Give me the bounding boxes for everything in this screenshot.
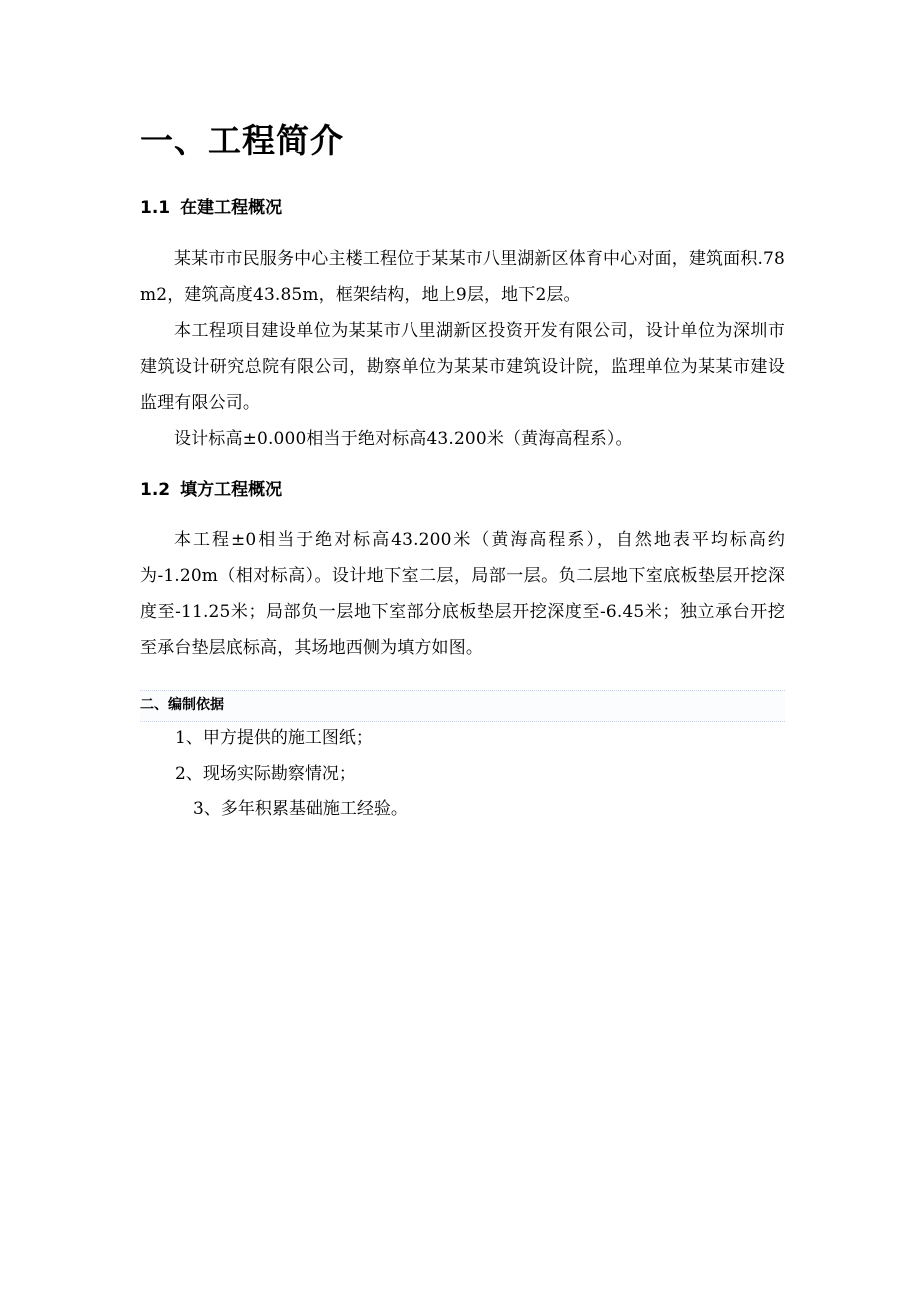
section-number: 1.2 [140, 480, 171, 500]
section-heading-1-1 [140, 194, 282, 222]
section-title: 在建工程概况 [180, 198, 283, 218]
list-item: 1、甲方提供的施工图纸； [175, 728, 373, 748]
section-heading-1-2 [140, 476, 282, 504]
paragraph-fill-overview: 本工程±0相当于绝对标高43.200米（黄海高程系），自然地表平均标高约为-1.20m（相对标高）。设计地下室二层，局部一层。负二层地下室底板垫层开挖深度至-11.25米；局部负一层地下室部分底板垫层开挖深度至-6.45米；独立承台开挖至承台垫层底标高，其场地西侧为填方如图。 [140, 530, 785, 658]
chapter-heading: 一、工程简介 [140, 121, 344, 160]
section-title: 二、编制依据 [140, 697, 224, 713]
paragraph-project-overview: 某某市市民服务中心主楼工程位于某某市八里湖新区体育中心对面，建筑面积.78 m2，建筑高度43.85m，框架结构，地上9层，地下2层。 [140, 249, 785, 305]
section-title: 填方工程概况 [180, 480, 283, 500]
section-heading-2 [140, 690, 785, 722]
paragraph-project-parties: 本工程项目建设单位为某某市八里湖新区投资开发有限公司，设计单位为深圳市建筑设计研究总院有限公司，勘察单位为某某市建筑设计院，监理单位为某某市建设监理有限公司。 [140, 321, 785, 413]
section-number: 1.1 [140, 198, 171, 218]
list-item: 2、现场实际勘察情况； [175, 764, 356, 784]
list-item: 3、多年积累基础施工经验。 [193, 799, 408, 819]
paragraph-elevation: 设计标高±0.000相当于绝对标高43.200米（黄海高程系）。 [174, 429, 633, 449]
